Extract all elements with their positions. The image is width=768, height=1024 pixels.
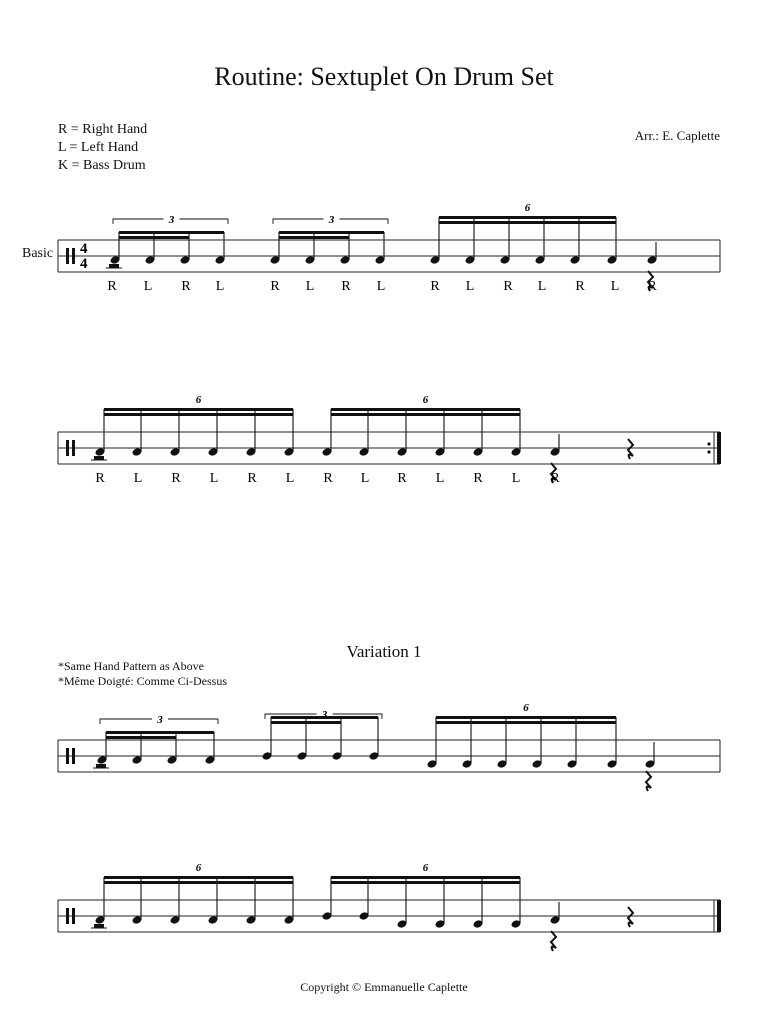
repeat-dot [707,450,710,453]
staff-system-4 [0,860,768,960]
sticking-letter: R [647,279,657,294]
beam-secondary [439,221,616,224]
sticking-letter: R [473,471,483,486]
sticking-letter: L [305,279,315,294]
beam-secondary [436,721,616,724]
beam-secondary [104,881,293,884]
legend-right-hand: R = Right Hand [58,122,148,137]
time-signature-bottom: 4 [80,256,88,272]
percussion-clef-bar [66,248,69,264]
sticking-letter: R [550,471,560,486]
arranger-credit: Arr.: E. Caplette [634,128,720,143]
tuplet-number: 6 [195,394,202,406]
tuplet-number: 6 [195,862,202,874]
beam-primary [439,216,616,219]
sticking-letter: L [143,279,153,294]
sticking-letter: L [537,279,547,294]
instrument-label: Basic [22,246,54,261]
time-signature-top: 4 [80,241,88,257]
quarter-rest [646,771,651,791]
sticking-letter: R [430,279,440,294]
quarter-rest [628,439,633,459]
sticking-letter: R [270,279,280,294]
tuplet-number: 6 [422,862,429,874]
sticking-letter: L [376,279,386,294]
staff-system-3 [0,700,768,800]
beam-primary [331,408,520,411]
quarter-rest [628,907,633,927]
barline-thick [717,900,721,932]
beam-primary [279,231,384,234]
page-title: Routine: Sextuplet On Drum Set [214,62,554,91]
tuplet-number: 6 [422,394,429,406]
percussion-clef-bar [66,440,69,456]
repeat-dot [707,442,710,445]
beam-secondary [106,736,176,739]
beam-primary [119,231,224,234]
beam-secondary [271,721,341,724]
same-hand-note: *Same Hand Pattern as Above [58,659,204,673]
quarter-rest [551,931,556,951]
legend-bass-drum: K = Bass Drum [58,158,146,173]
tuplet-number: 3 [328,214,335,226]
sticking-letter: R [95,471,105,486]
percussion-clef-bar [72,908,75,924]
meme-doigte-note: *Même Doigté: Comme Ci-Dessus [58,674,227,688]
legend-left-hand: L = Left Hand [58,140,139,155]
beam-primary [331,876,520,879]
tuplet-number: 3 [321,709,328,721]
beam-primary [436,716,616,719]
sticking-letter: R [323,471,333,486]
percussion-clef-bar [66,748,69,764]
percussion-clef-bar [72,440,75,456]
variation-title: Variation 1 [346,642,422,661]
sticking-letter: R [503,279,513,294]
sticking-letter: L [215,279,225,294]
percussion-clef-bar [66,908,69,924]
beam-secondary [331,881,520,884]
beam-secondary [104,413,293,416]
sticking-letter: L [465,279,475,294]
half-rest [94,456,104,460]
sticking-letter: L [511,471,521,486]
sticking-letter: R [181,279,191,294]
beam-primary [104,408,293,411]
barline-thick [717,432,721,464]
staff-system-2 [0,392,768,502]
sticking-letter: L [360,471,370,486]
half-rest [109,264,119,268]
tuplet-number: 3 [157,714,163,726]
sticking-letter: L [610,279,620,294]
sticking-letter: R [341,279,351,294]
tuplet-number: 6 [523,702,529,714]
tuplet-number: 6 [524,202,531,214]
sticking-letter: R [107,279,117,294]
tuplet-number: 3 [168,214,175,226]
sticking-letter: L [209,471,219,486]
sticking-letter: R [171,471,181,486]
beam-secondary [119,236,189,239]
sticking-letter: R [575,279,585,294]
percussion-clef-bar [72,248,75,264]
copyright: Copyright © Emmanuelle Caplette [300,980,468,994]
beam-primary [104,876,293,879]
sticking-letter: L [435,471,445,486]
beam-secondary [279,236,349,239]
staff-system-1 [0,200,768,310]
percussion-clef-bar [72,748,75,764]
half-rest [94,924,104,928]
beam-secondary [331,413,520,416]
half-rest [96,764,106,768]
sticking-letter: R [397,471,407,486]
sticking-letter: R [247,471,257,486]
sticking-letter: L [133,471,143,486]
beam-primary [106,731,214,734]
sticking-letter: L [285,471,295,486]
